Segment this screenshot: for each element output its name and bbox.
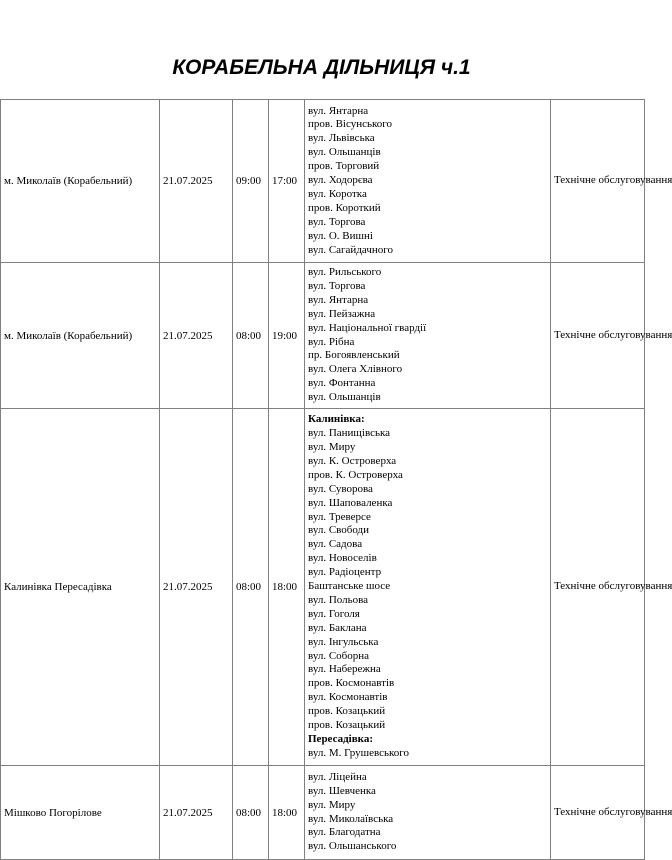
- street-item: вул. Ольшанців: [308, 391, 381, 404]
- streets-cell: [305, 766, 551, 860]
- street-item: пров. К. Островерха: [308, 468, 403, 481]
- start-time-cell: 08:00: [233, 766, 269, 860]
- date-cell: 21.07.2025: [160, 263, 233, 409]
- work-type-cell: Технічне обслуговування: [551, 100, 645, 263]
- streets-cell: [305, 263, 551, 409]
- street-item: вул. Гоголя: [308, 607, 360, 620]
- street-item: вул. Ходорєва: [308, 174, 373, 187]
- settlement-cell: м. Миколаїв (Корабельний): [1, 263, 160, 409]
- street-item: вул. Шевченка: [308, 784, 376, 797]
- street-item: вул. Торгова: [308, 215, 366, 228]
- table-row: [1, 766, 645, 860]
- street-item: вул. Треверсе: [308, 510, 371, 523]
- date-cell: 21.07.2025: [160, 766, 233, 860]
- street-item: вул. Олега Хлівного: [308, 363, 403, 376]
- settlement-heading: Калинівка:: [308, 413, 365, 426]
- streets-cell: [305, 100, 551, 263]
- street-item: вул. Рильського: [308, 265, 382, 278]
- street-item: пров. Козацький: [308, 719, 386, 732]
- street-item: вул. Миколаївська: [308, 812, 394, 825]
- table-row: [1, 409, 645, 766]
- street-item: вул. К. Островерха: [308, 454, 397, 467]
- street-item: вул. Рібна: [308, 335, 355, 348]
- end-time-cell: 17:00: [269, 100, 305, 263]
- street-item: вул. Новоселів: [308, 552, 377, 565]
- start-time-cell: 08:00: [233, 409, 269, 766]
- page-title: КОРАБЕЛЬНА ДІЛЬНИЦЯ ч.1: [172, 56, 471, 79]
- settlement-heading: Пересадівка:: [308, 733, 373, 746]
- street-item: вул. Ліцейна: [308, 770, 367, 783]
- street-item: вул. Радіоцентр: [308, 566, 382, 579]
- settlement-cell: м. Миколаїв (Корабельний): [1, 100, 160, 263]
- street-item: вул. Торгова: [308, 279, 366, 292]
- table-row: [1, 263, 645, 409]
- street-item: вул. Благодатна: [308, 826, 381, 839]
- street-item: пр. Богоявленський: [308, 349, 400, 362]
- street-item: вул. Польова: [308, 593, 369, 606]
- work-type-cell: Технічне обслуговування: [551, 766, 645, 860]
- date-cell: 21.07.2025: [160, 409, 233, 766]
- street-item: вул. Суворова: [308, 482, 373, 495]
- street-item: вул. Пейзажна: [308, 307, 376, 320]
- start-time-cell: 09:00: [233, 100, 269, 263]
- work-type-cell: Технічне обслуговування: [551, 409, 645, 766]
- street-item: вул. О. Вишні: [308, 229, 373, 242]
- street-item: вул. Ольшанського: [308, 840, 397, 853]
- street-item: Баштанське шосе: [308, 580, 391, 593]
- street-item: вул. Космонавтів: [308, 691, 388, 704]
- street-item: вул. Баклана: [308, 621, 367, 634]
- settlement-cell: Мішково Погорілове: [1, 766, 160, 860]
- street-item: вул. Інгульська: [308, 635, 379, 648]
- street-item: вул. Янтарна: [308, 104, 369, 117]
- street-item: пров. Козацький: [308, 705, 386, 718]
- street-item: вул. Ольшанців: [308, 146, 381, 159]
- street-item: вул. Коротка: [308, 187, 367, 200]
- date-cell: 21.07.2025: [160, 100, 233, 263]
- street-item: вул. Національної гвардії: [308, 321, 427, 334]
- settlement-cell: Калинівка Пересадівка: [1, 409, 160, 766]
- start-time-cell: 08:00: [233, 263, 269, 409]
- street-item: пров. Космонавтів: [308, 677, 395, 690]
- street-item: вул. Миру: [308, 798, 356, 811]
- street-item: вул. Панищівська: [308, 427, 391, 440]
- street-item: вул. Сагайдачного: [308, 243, 394, 256]
- street-item: пров. Торговий: [308, 160, 380, 173]
- work-type-cell: Технічне обслуговування: [551, 263, 645, 409]
- street-item: вул. М. Грушевського: [308, 746, 410, 759]
- end-time-cell: 19:00: [269, 263, 305, 409]
- streets-cell: [305, 409, 551, 766]
- street-item: вул. Фонтанна: [308, 377, 376, 390]
- street-item: вул. Львівська: [308, 132, 375, 145]
- end-time-cell: 18:00: [269, 409, 305, 766]
- street-item: вул. Садова: [308, 538, 363, 551]
- table-row: [1, 100, 645, 263]
- street-item: пров. Короткий: [308, 201, 381, 214]
- street-item: вул. Миру: [308, 440, 356, 453]
- outage-schedule-table: [0, 99, 672, 860]
- street-item: вул. Свободи: [308, 524, 370, 537]
- end-time-cell: 18:00: [269, 766, 305, 860]
- street-item: вул. Набережна: [308, 663, 381, 676]
- street-item: вул. Шаповаленка: [308, 496, 393, 509]
- table-body: [1, 100, 672, 860]
- street-item: вул. Янтарна: [308, 293, 369, 306]
- street-item: пров. Вісунського: [308, 118, 393, 131]
- street-item: вул. Соборна: [308, 649, 370, 662]
